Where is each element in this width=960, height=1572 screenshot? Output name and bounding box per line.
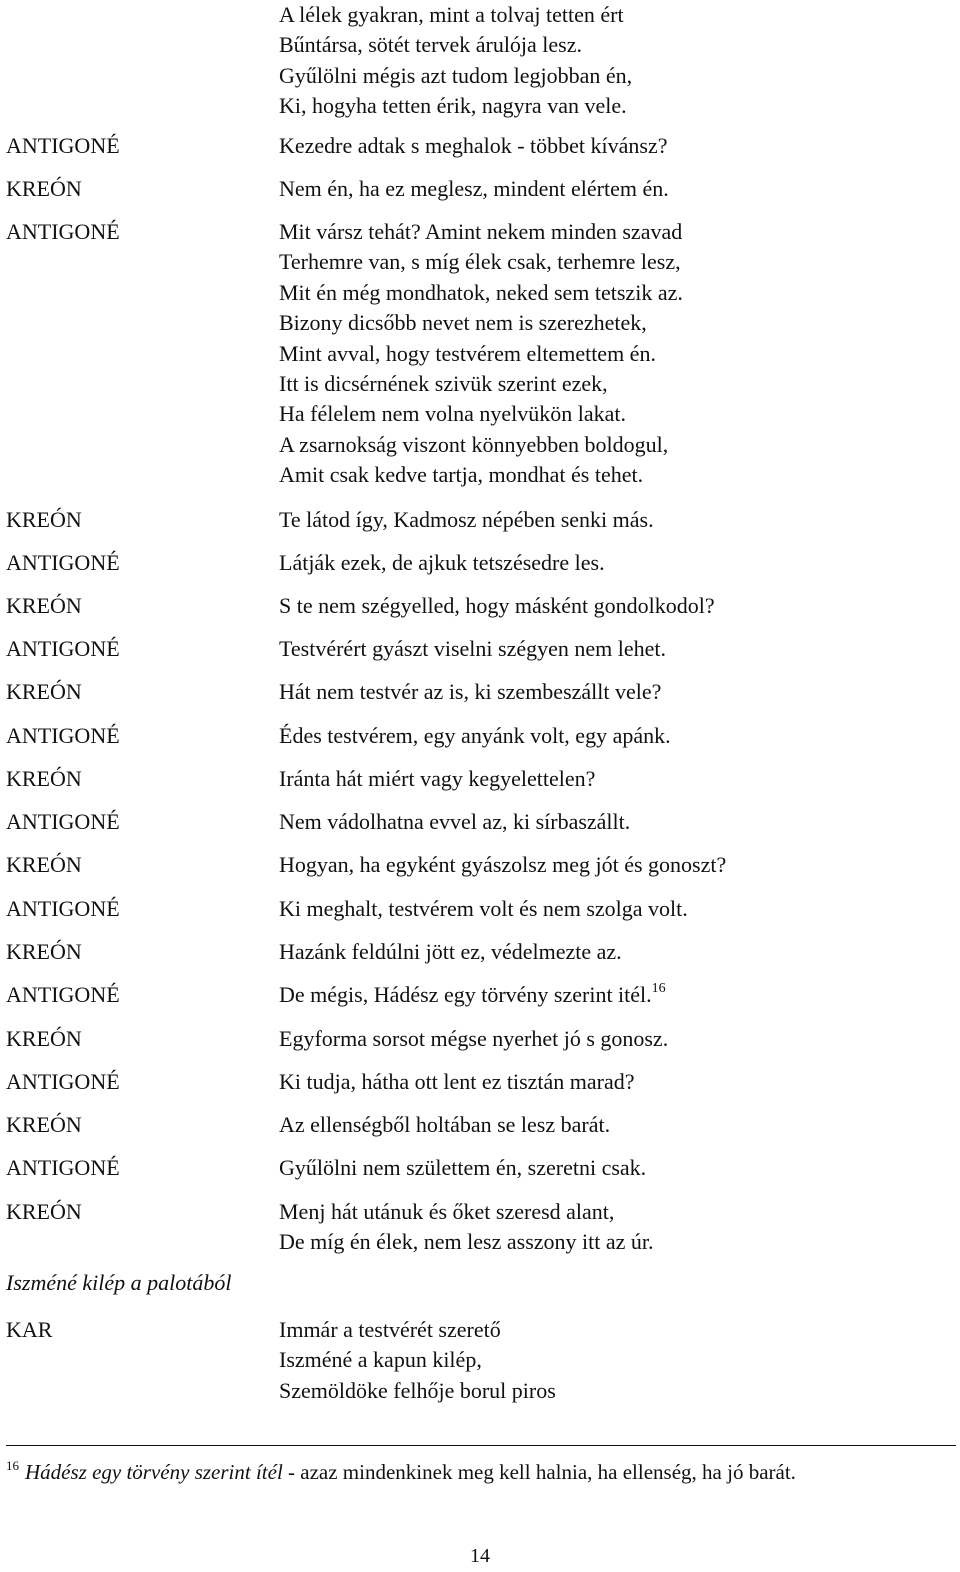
speaker-name: KREÓN xyxy=(6,852,82,877)
verse-line-text: Iránta hát miért vagy kegyelettelen? xyxy=(279,766,596,791)
verse-line-text: Gyűlölni mégis azt tudom legjobban én, xyxy=(279,62,633,88)
verse-lines xyxy=(279,548,605,578)
verse-line-text: Te látod így, Kadmosz népében senki más. xyxy=(279,507,654,532)
speaker-name: KREÓN xyxy=(6,766,82,791)
verse-line-text: Amit csak kedve tartja, mondhat és tehet. xyxy=(279,462,644,488)
speaker-name: ANTIGONÉ xyxy=(6,982,120,1007)
speaker-name: KREÓN xyxy=(6,507,82,532)
verse-line xyxy=(279,548,605,578)
verse-line xyxy=(279,247,683,277)
verse-line-text: Menj hát utánuk és őket szeresd alant, xyxy=(279,1199,615,1224)
verse-line xyxy=(279,1110,610,1140)
verse-lines xyxy=(279,677,661,707)
verse-lines xyxy=(279,505,654,535)
verse-lines xyxy=(279,937,622,967)
verse-lines xyxy=(279,980,666,1010)
verse-lines xyxy=(279,0,632,122)
verse-line-text: Hogyan, ha egyként gyászolsz meg jót és gonoszt? xyxy=(279,852,727,877)
verse-line-text: Hazánk feldúlni jött ez, védelmezte az. xyxy=(279,939,622,964)
footnote xyxy=(6,1460,796,1485)
verse-line-text: Szemöldöke felhője borul piros xyxy=(279,1377,556,1403)
verse-line-text: Nem én, ha ez meglesz, mindent elértem én. xyxy=(279,176,669,201)
verse-line-text: De mégis, Hádész egy törvény szerint itél. xyxy=(279,982,652,1007)
speaker-name: ANTIGONÉ xyxy=(6,809,120,834)
verse-line xyxy=(279,1067,635,1097)
verse-lines xyxy=(279,131,668,161)
verse-line-text: Bizony dicsőbb nevet nem is szerezhetek, xyxy=(279,310,647,336)
verse-lines xyxy=(279,1197,654,1258)
verse-line xyxy=(279,894,688,924)
verse-line xyxy=(279,174,669,204)
footnote-marker: 16 xyxy=(6,1458,19,1473)
verse-line-text: Bűntársa, sötét tervek árulója lesz. xyxy=(279,32,583,58)
verse-line xyxy=(279,937,622,967)
verse-line-text: Itt is dicsérnének szivük szerint ezek, xyxy=(279,370,608,396)
verse-line xyxy=(279,460,683,490)
verse-line xyxy=(279,308,683,338)
footnote-divider xyxy=(6,1445,956,1446)
verse-line-text: Terhemre van, s míg élek csak, terhemre lesz, xyxy=(279,249,681,275)
verse-line-text: De míg én élek, nem lesz asszony itt az úr. xyxy=(279,1229,654,1255)
verse-line-text: Ki tudja, hátha ott lent ez tisztán marad? xyxy=(279,1069,635,1094)
verse-line xyxy=(279,131,668,161)
footnote-reference: 16 xyxy=(651,981,666,996)
verse-lines xyxy=(279,217,683,491)
verse-line xyxy=(279,399,683,429)
verse-line-text: Hát nem testvér az is, ki szembeszállt vele? xyxy=(279,679,662,704)
verse-line xyxy=(279,61,632,91)
verse-line xyxy=(279,591,715,621)
verse-line-text: Édes testvérem, egy anyánk volt, egy apánk. xyxy=(279,723,671,748)
speaker-name: ANTIGONÉ xyxy=(6,1069,120,1094)
verse-line xyxy=(279,721,671,751)
verse-line xyxy=(279,1345,556,1375)
footnote-text: - azaz mindenkinek meg kell halnia, ha ellenség, ha jó barát. xyxy=(282,1460,796,1484)
verse-line-text: Látják ezek, de ajkuk tetszésedre les. xyxy=(279,550,605,575)
speaker-name: KREÓN xyxy=(6,176,82,201)
verse-line-text: S te nem szégyelled, hogy másként gondolkodol? xyxy=(279,593,715,618)
speaker-name: ANTIGONÉ xyxy=(6,133,120,158)
verse-line xyxy=(279,634,666,664)
verse-line-text: Immár a testvérét szerető xyxy=(279,1317,501,1342)
verse-line xyxy=(279,30,632,60)
verse-line xyxy=(279,1197,654,1227)
verse-line xyxy=(279,764,595,794)
verse-line xyxy=(279,1227,654,1257)
verse-lines xyxy=(279,634,666,664)
verse-line xyxy=(279,91,632,121)
verse-line xyxy=(279,369,683,399)
verse-line xyxy=(279,430,683,460)
verse-line-text: Testvérért gyászt viselni szégyen nem lehet. xyxy=(279,636,666,661)
stage-direction: Iszméné kilép a palotából xyxy=(6,1270,232,1295)
speaker-name: ANTIGONÉ xyxy=(6,723,120,748)
verse-lines xyxy=(279,721,671,751)
speaker-name: KREÓN xyxy=(6,679,82,704)
verse-lines xyxy=(279,1315,556,1406)
verse-line-text: Mit vársz tehát? Amint nekem minden szavad xyxy=(279,219,683,244)
verse-lines xyxy=(279,174,669,204)
verse-lines xyxy=(279,894,688,924)
verse-line-text: Egyforma sorsot mégse nyerhet jó s gonosz. xyxy=(279,1026,669,1051)
speaker-name: ANTIGONÉ xyxy=(6,1155,120,1180)
verse-line-text: Az ellenségből holtában se lesz barát. xyxy=(279,1112,611,1137)
verse-line-text: Kezedre adtak s meghalok - többet kívánsz? xyxy=(279,133,668,158)
verse-line xyxy=(279,505,654,535)
page-number: 14 xyxy=(470,1545,490,1567)
verse-line-text: Ki, hogyha tetten érik, nagyra van vele. xyxy=(279,93,627,119)
verse-line xyxy=(279,807,630,837)
verse-lines xyxy=(279,1153,646,1183)
speaker-name: ANTIGONÉ xyxy=(6,550,120,575)
speaker-name: KAR xyxy=(6,1317,53,1342)
verse-line xyxy=(279,1153,646,1183)
verse-line xyxy=(279,980,666,1010)
verse-lines xyxy=(279,764,595,794)
verse-line xyxy=(279,850,726,880)
verse-lines xyxy=(279,591,715,621)
footnote-term: Hádész egy törvény szerint ítél xyxy=(25,1460,283,1484)
speaker-name: KREÓN xyxy=(6,1199,82,1224)
verse-line xyxy=(279,677,661,707)
verse-lines xyxy=(279,1067,635,1097)
verse-line xyxy=(279,339,683,369)
speaker-name: ANTIGONÉ xyxy=(6,636,120,661)
verse-line xyxy=(279,278,683,308)
verse-line-text: Nem vádolhatna evvel az, ki sírbaszállt. xyxy=(279,809,631,834)
verse-line-text: Mint avval, hogy testvérem eltemettem én. xyxy=(279,340,656,366)
speaker-name: KREÓN xyxy=(6,1112,82,1137)
verse-lines xyxy=(279,807,630,837)
verse-line-text: Ki meghalt, testvérem volt és nem szolga volt. xyxy=(279,896,688,921)
verse-line xyxy=(279,1376,556,1406)
verse-line xyxy=(279,1024,668,1054)
verse-line xyxy=(279,217,683,247)
speaker-name: KREÓN xyxy=(6,593,82,618)
speaker-name: ANTIGONÉ xyxy=(6,219,120,244)
verse-line-text: A zsarnokság viszont könnyebben boldogul, xyxy=(279,431,669,457)
verse-line-text: Ha félelem nem volna nyelvükön lakat. xyxy=(279,401,626,427)
speaker-name: KREÓN xyxy=(6,1026,82,1051)
verse-lines xyxy=(279,1110,610,1140)
verse-line xyxy=(279,1315,556,1345)
verse-line-text: Gyűlölni nem születtem én, szeretni csak. xyxy=(279,1155,647,1180)
speaker-name: KREÓN xyxy=(6,939,82,964)
verse-lines xyxy=(279,1024,668,1054)
verse-line-text: Iszméné a kapun kilép, xyxy=(279,1347,482,1373)
verse-line-text: Mit én még mondhatok, neked sem tetszik az. xyxy=(279,279,683,305)
speaker-name: ANTIGONÉ xyxy=(6,896,120,921)
verse-line-text: A lélek gyakran, mint a tolvaj tetten ért xyxy=(279,2,624,27)
verse-line xyxy=(279,0,632,30)
verse-lines xyxy=(279,850,726,880)
